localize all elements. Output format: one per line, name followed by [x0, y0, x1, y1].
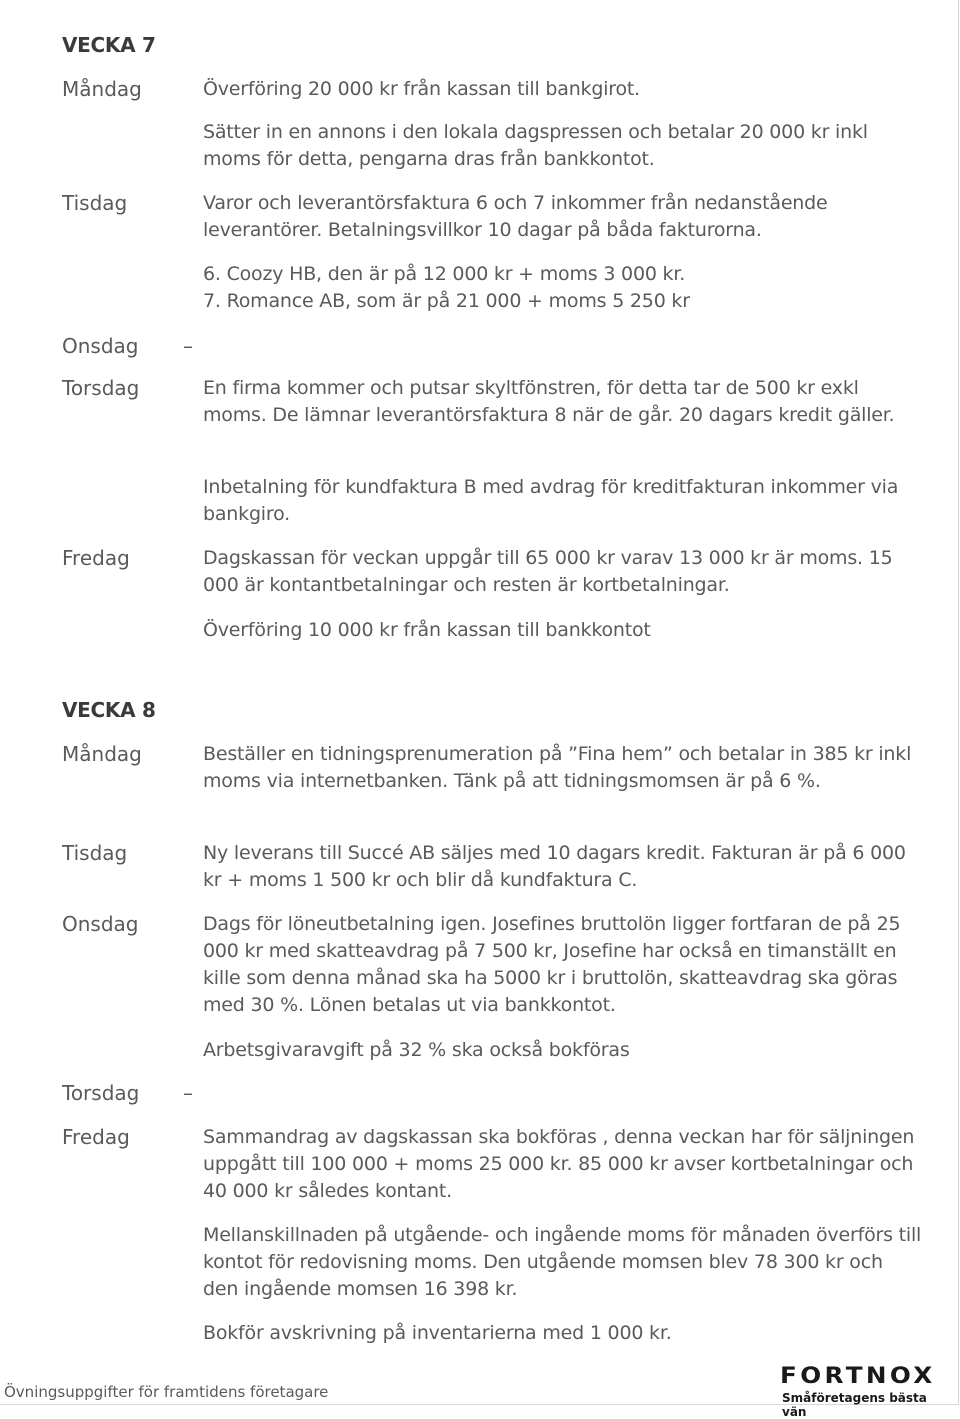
fortnox-logo — [780, 1366, 952, 1419]
week-7-tisdag-text-1: Varor och leverantörsfaktura 6 och 7 inkommer från nedanstående leverantörer. Betalningsvillkor 10 dagar på båda fakturorna. — [203, 192, 828, 241]
week-8-fredag-text-2: Mellanskillnaden på utgående- och ingående moms för månaden överförs till kontot för redovisning moms. Den utgående momsen blev 78 300 kr och den ingående momsen 16 398 kr. — [203, 1224, 922, 1300]
week-8-onsdag-text-1: Dags för löneutbetalning igen. Josefines bruttolön ligger fortfaran de på 25 000 kr med skatteavdrag på 7 500 kr, Josefine har också en timanställt en kille som denna månad ska ha 5000 kr i bruttolön, skatteavdrag ska göras med 30 %. Lönen betalas ut via bankkontot. — [203, 913, 901, 1016]
week-8-fredag-text-3: Bokför avskrivning på inventarierna med 1 000 kr. — [203, 1322, 672, 1344]
week-7-mandag-text-2: Sätter in en annons i den lokala dagspressen och betalar 20 000 kr inkl moms för detta, pengarna dras från bankkontot. — [203, 121, 868, 170]
week-7-day-torsdag: Torsdag — [62, 376, 140, 400]
week-7-torsdag-text-1: En firma kommer och putsar skyltfönstren, för detta tar de 500 kr exkl moms. De lämnar leverantörsfaktura 8 när de går. 20 dagars kredit gäller. — [203, 377, 895, 426]
week-7-onsdag-dash: – — [183, 334, 193, 358]
week-8-day-onsdag: Onsdag — [62, 912, 139, 936]
week-8-day-torsdag: Torsdag — [62, 1081, 140, 1105]
week-7-day-fredag: Fredag — [62, 546, 130, 570]
footer-text: Övningsuppgifter för framtidens företagare — [4, 1383, 329, 1401]
week-7-tisdag-item-6: 6. Coozy HB, den är på 12 000 kr + moms 3 000 kr. — [203, 263, 686, 285]
week-8-mandag-text-1: Beställer en tidningsprenumeration på ”Fina hem” och betalar in 385 kr inkl moms via internetbanken. Tänk på att tidningsmomsen är på 6 %. — [203, 743, 912, 792]
week-8-fredag-text-1: Sammandrag av dagskassan ska bokföras , denna veckan har för säljningen uppgått till 100 000 + moms 25 000 kr. 85 000 kr avser kortbetalningar och 40 000 kr således kontant. — [203, 1126, 915, 1202]
week-7-torsdag-text-2: Inbetalning för kundfaktura B med avdrag för kreditfakturan inkommer via bankgiro. — [203, 476, 899, 525]
week-8-heading: VECKA 8 — [62, 698, 156, 722]
week-8-onsdag-text-2: Arbetsgivaravgift på 32 % ska också bokföras — [203, 1039, 630, 1061]
week-7-fredag-text-2: Överföring 10 000 kr från kassan till bankkontot — [203, 619, 651, 641]
week-7-day-mandag: Måndag — [62, 77, 142, 101]
week-8-day-mandag: Måndag — [62, 742, 142, 766]
week-8-day-fredag: Fredag — [62, 1125, 130, 1149]
week-7-heading: VECKA 7 — [62, 33, 156, 57]
week-7-fredag-text-1: Dagskassan för veckan uppgår till 65 000 kr varav 13 000 kr är moms. 15 000 är kontantbetalningar och resten är kortbetalningar. — [203, 547, 893, 596]
week-8-day-tisdag: Tisdag — [62, 841, 128, 865]
logo-wordmark: FORTNOX — [780, 1364, 936, 1389]
week-7-day-onsdag: Onsdag — [62, 334, 139, 358]
week-7-mandag-text-1: Överföring 20 000 kr från kassan till bankgirot. — [203, 78, 641, 100]
week-7-tisdag-item-7: 7. Romance AB, som är på 21 000 + moms 5 250 kr — [203, 290, 690, 312]
logo-tagline: Småföretagens bästa vän — [782, 1391, 927, 1419]
week-7-day-tisdag: Tisdag — [62, 191, 128, 215]
week-8-torsdag-dash: – — [183, 1081, 193, 1105]
week-8-tisdag-text-1: Ny leverans till Succé AB säljes med 10 dagars kredit. Fakturan är på 6 000 kr + moms 1 500 kr och blir då kundfaktura C. — [203, 842, 906, 891]
